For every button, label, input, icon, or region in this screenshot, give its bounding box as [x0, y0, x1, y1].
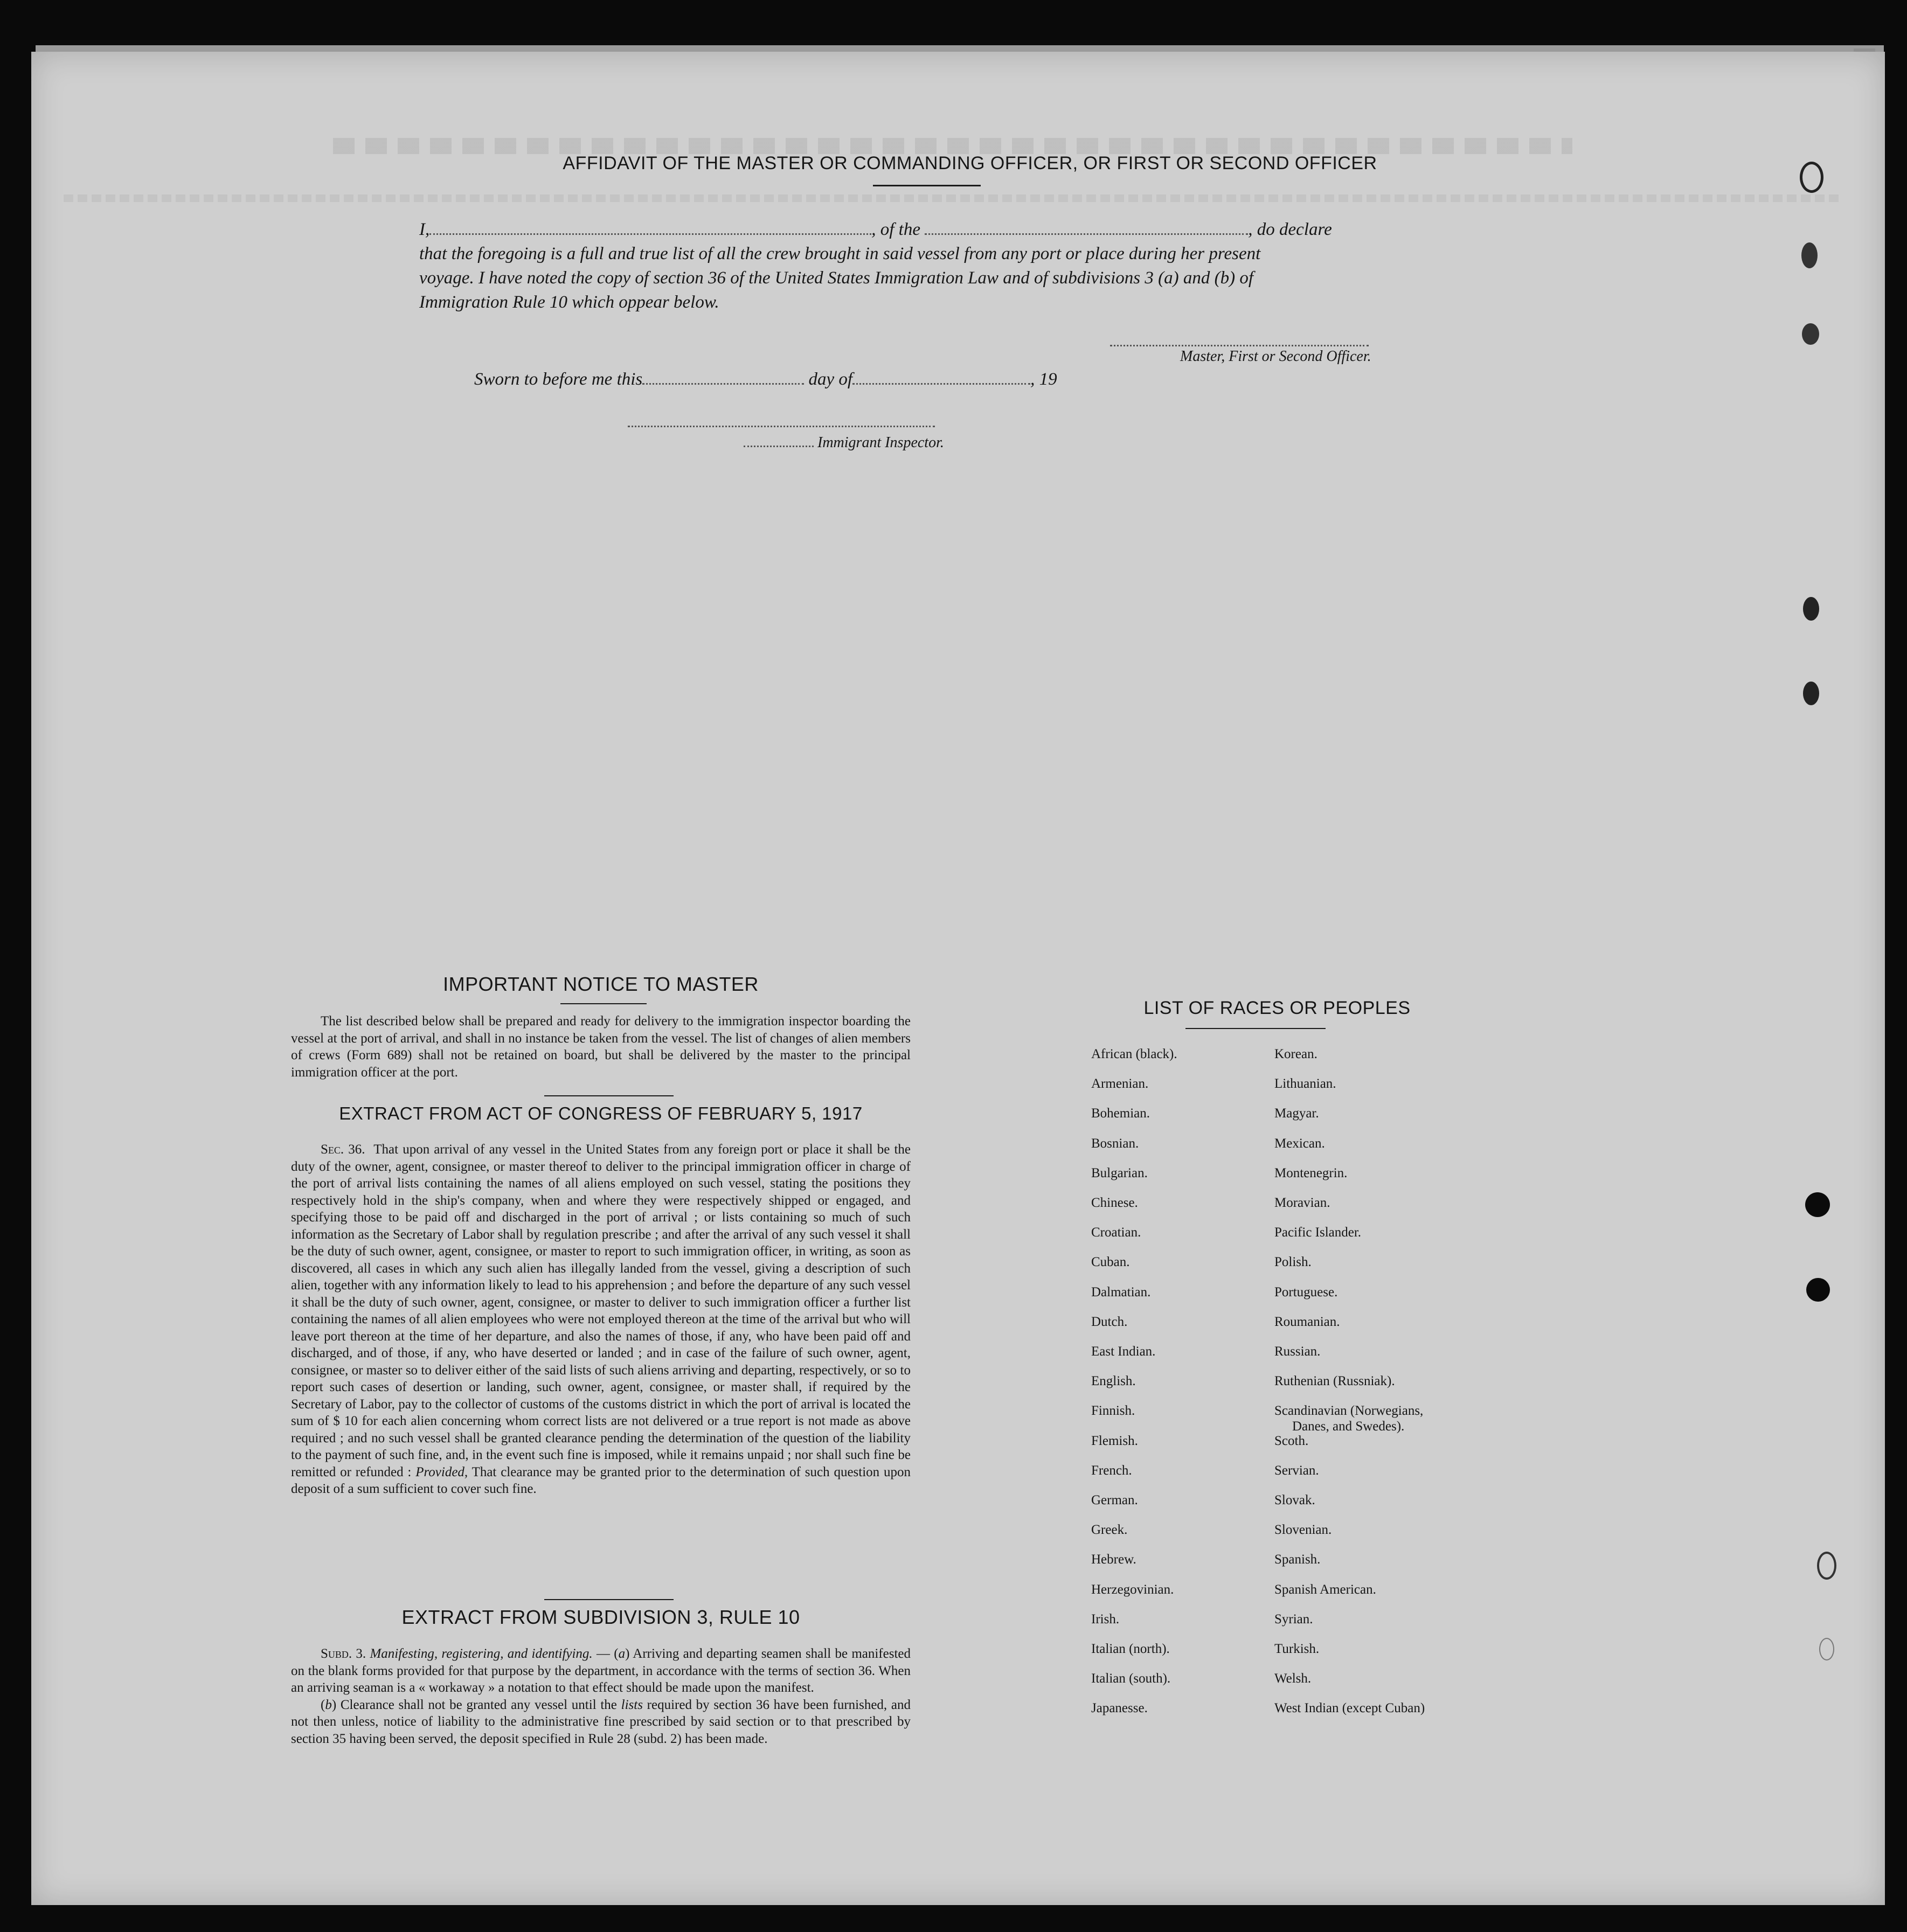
act-paragraph-end: That clearance may be granted prior to the determination of such question upon deposit of a sum sufficient to cover such fine. [291, 1464, 911, 1496]
affidavit-line-3: voyage. I have noted the copy of section 36 of the United States Immigration Law and of subdivisions 3 (a) and (b) of [419, 268, 1254, 288]
race-item: Welsh. [1274, 1671, 1312, 1686]
race-item: West Indian (except Cuban) [1274, 1701, 1425, 1716]
race-item: Dutch. [1091, 1314, 1128, 1329]
inspector-label [744, 434, 944, 451]
sworn-date-field[interactable] [642, 383, 804, 385]
binder-hole [1801, 242, 1818, 268]
race-scandinavian-continued: Danes, and Swedes). [1292, 1419, 1405, 1434]
race-item: Lithuanian. [1274, 1076, 1336, 1092]
rule10-a-paragraph: ) Arriving and departing seamen shall be manifested on the blank forms provided for that purpose by the department, in accordance with the terms of section 36. When an arriving seaman is a « workaway » a notation to that effect should be made upon the manifest. [291, 1646, 911, 1695]
binder-hole [1800, 162, 1823, 193]
rule10-text: Subd. 3. Manifesting, registering, and identifying. — (a) Arriving and departing seamen shall be manifested on the blank forms provided for that purpose by the department, in accordance with the terms of section 36. When an arriving seaman is a « workaway » a notation to that effect should be made upon the manifest. (b) Clearance shall not be granted any vessel until the lists required by section 36 have been furnished, and not then unless, notice of liability to the administrative fine prescribed by said section or to that prescribed by section 35 having been served, the deposit specified in Rule 28 (subd. 2) has been made. [291, 1646, 911, 1746]
act-separator [544, 1599, 674, 1600]
rule10-b-paragraph: ) Clearance shall not be granted any vessel until the [331, 1697, 617, 1712]
race-item: Magyar. [1274, 1106, 1319, 1121]
race-item: Italian (north). [1091, 1642, 1170, 1656]
race-item: Herzegovinian. [1091, 1582, 1174, 1597]
race-item: Russian. [1274, 1344, 1321, 1359]
race-item: Irish. [1091, 1611, 1120, 1627]
race-item: Greek. [1091, 1523, 1128, 1538]
race-item: Italian (south). [1091, 1671, 1171, 1686]
notice-separator [544, 1095, 674, 1096]
bleed-through-mark [64, 194, 1842, 202]
binder-hole [1819, 1638, 1834, 1660]
notice-paragraph: The list described below shall be prepared and ready for delivery to the immigration inspector boarding the vessel at the port of arrival, and shall in no instance be taken from the vessel. The list of changes of alien members of crews (Form 689) shall not be retained on board, but shall be delivered by the master to the principal immigration officer at the port. [291, 1014, 911, 1080]
race-item: Bulgarian. [1091, 1165, 1148, 1180]
race-item: East Indian. [1091, 1344, 1156, 1359]
master-signature-label: Master, First or Second Officer. [1180, 348, 1371, 365]
act-text [291, 1141, 911, 1498]
notice-title-rule [560, 1003, 647, 1004]
race-item: Mexican. [1274, 1136, 1325, 1151]
affidavit-of-the-label: , of the [871, 220, 920, 239]
sworn-day-of: day of [808, 370, 853, 389]
affidavit-line-2: that the foregoing is a full and true list of all the crew brought in said vessel from any port or place during her present [419, 244, 1261, 263]
race-item: Polish. [1274, 1255, 1312, 1270]
race-item: English. [1091, 1374, 1136, 1389]
race-item: Bosnian. [1091, 1136, 1139, 1151]
affidavit-i-label: I, [419, 220, 430, 239]
rule10-subd-label: Subd. 3. [321, 1646, 366, 1661]
race-item: Syrian. [1274, 1611, 1313, 1627]
race-item: Portuguese. [1274, 1284, 1338, 1299]
act-paragraph: That upon arrival of any vessel in the United States from any foreign port or place it shall be the duty of the owner, agent, consignee, or master thereof to deliver to the principal immigration officer in charge of the port of arrival lists containing the names of all aliens employed on such vessel, stating the positions they respectively hold in the ship's company, when and where they were respectively shipped or engaged, and specifying those to be paid off and discharged in the port of arrival ; or lists containing so much of such information as the Secretary of Labor shall by regulation prescribe ; and after the arrival of any such vessel it shall be the duty of such owner, agent, consignee, or master to report to such immigration officer, in writing, as soon as discovered, all cases in which any such alien has illegally landed from the vessel, giving a description of such alien, together with any information likely to lead to his apprehension ; and before the departure of any such vessel it shall be the duty of such owner, agent, consignee, or master to deliver to such immigration officer a further list containing the names of all alien employees who were not employed thereon at the time of the arrival but who will leave port thereon at the time of her departure, and also the names of those, if any, who have been paid off and discharged, and of those, if any, who have deserted or landed ; and in case of the failure of such owner, agent, consignee, or master so to deliver either of the said lists of such aliens arriving and departing, respectively, or so to report such cases of desertion or landing, such owner, agent, consignee, or master shall, if required by the Secretary of Labor, pay to the collector of customs of the customs district in which the port of arrival is located the sum of $ 10 for each alien concerning whom correct lists are not delivered or a true report is not made as above required ; and no such vessel shall be granted clearance pending the determination of the question of the liability to the payment of such fine, and, in the event such fine is imposed, while it remains unpaid ; nor shall such fine be remitted or refunded : [291, 1142, 911, 1479]
race-item: Ruthenian (Russniak). [1274, 1374, 1395, 1389]
race-item: German. [1091, 1493, 1138, 1507]
race-item: Turkish. [1274, 1642, 1320, 1656]
binder-hole [1803, 597, 1819, 621]
race-item: Roumanian. [1274, 1314, 1340, 1329]
race-item: Scoth. [1274, 1433, 1309, 1448]
race-item: Bohemian. [1091, 1106, 1150, 1121]
race-item: Cuban. [1091, 1255, 1130, 1270]
race-item: French. [1091, 1463, 1132, 1478]
binder-hole [1817, 1552, 1836, 1580]
binder-hole [1806, 1278, 1830, 1302]
race-item: Montenegrin. [1274, 1165, 1348, 1180]
master-signature-field[interactable] [1110, 345, 1369, 346]
race-item: Slovenian. [1274, 1523, 1332, 1538]
affidavit-title-rule [873, 185, 981, 186]
vessel-name-field[interactable] [925, 233, 1248, 235]
race-item: Chinese. [1091, 1196, 1138, 1210]
races-title: LIST OF RACES OR PEOPLES [1143, 998, 1411, 1018]
race-item: Spanish. [1274, 1552, 1321, 1567]
race-item: Moravian. [1274, 1196, 1330, 1210]
master-name-field[interactable] [429, 233, 871, 235]
race-item: Scandinavian (Norwegians, [1274, 1403, 1424, 1419]
binder-hole [1805, 1192, 1830, 1217]
notice-title: IMPORTANT NOTICE TO MASTER [443, 973, 759, 995]
binder-hole [1803, 682, 1819, 705]
bleed-through-mark [333, 138, 1572, 154]
race-item: Servian. [1274, 1463, 1319, 1478]
races-title-rule [1185, 1028, 1326, 1029]
act-sec-label: Sec. 36. [321, 1142, 365, 1157]
race-item: African (black). [1091, 1047, 1177, 1061]
race-item: Finnish. [1091, 1403, 1135, 1419]
sworn-prefix: Sworn to before me this [474, 370, 643, 389]
race-item: Hebrew. [1091, 1552, 1136, 1567]
sworn-month-field[interactable] [852, 383, 1030, 385]
act-title: EXTRACT FROM ACT OF CONGRESS OF FEBRUARY 5, 1917 [339, 1103, 863, 1123]
affidavit-line-1 [419, 220, 1332, 240]
inspector-signature-field[interactable] [628, 426, 935, 427]
sworn-year-prefix: , 19 [1030, 370, 1057, 389]
affidavit-title: AFFIDAVIT OF THE MASTER OR COMMANDING OFFICER, OR FIRST OR SECOND OFFICER [563, 153, 1377, 173]
sworn-line [474, 370, 1057, 390]
rule10-subd-heading: Manifesting, registering, and identifying. [370, 1646, 593, 1661]
race-item: Armenian. [1091, 1076, 1149, 1092]
race-item: Croatian. [1091, 1225, 1141, 1240]
act-provided: Provided, [415, 1464, 468, 1479]
binder-hole [1802, 323, 1819, 345]
race-item: Slovak. [1274, 1493, 1315, 1507]
affidavit-line-4: Immigration Rule 10 which oppear below. [419, 293, 719, 312]
affidavit-declare-label: , do declare [1248, 220, 1332, 239]
notice-text [291, 1013, 911, 1081]
race-item: Flemish. [1091, 1433, 1138, 1448]
inspector-label-text: Immigrant Inspector. [817, 434, 944, 451]
rule10-title: EXTRACT FROM SUBDIVISION 3, RULE 10 [401, 1606, 800, 1628]
race-item: Korean. [1274, 1047, 1317, 1061]
race-item: Spanish American. [1274, 1582, 1376, 1597]
race-item: Dalmatian. [1091, 1284, 1151, 1299]
race-item: Pacific Islander. [1274, 1225, 1362, 1240]
race-item: Japanesse. [1091, 1701, 1148, 1716]
